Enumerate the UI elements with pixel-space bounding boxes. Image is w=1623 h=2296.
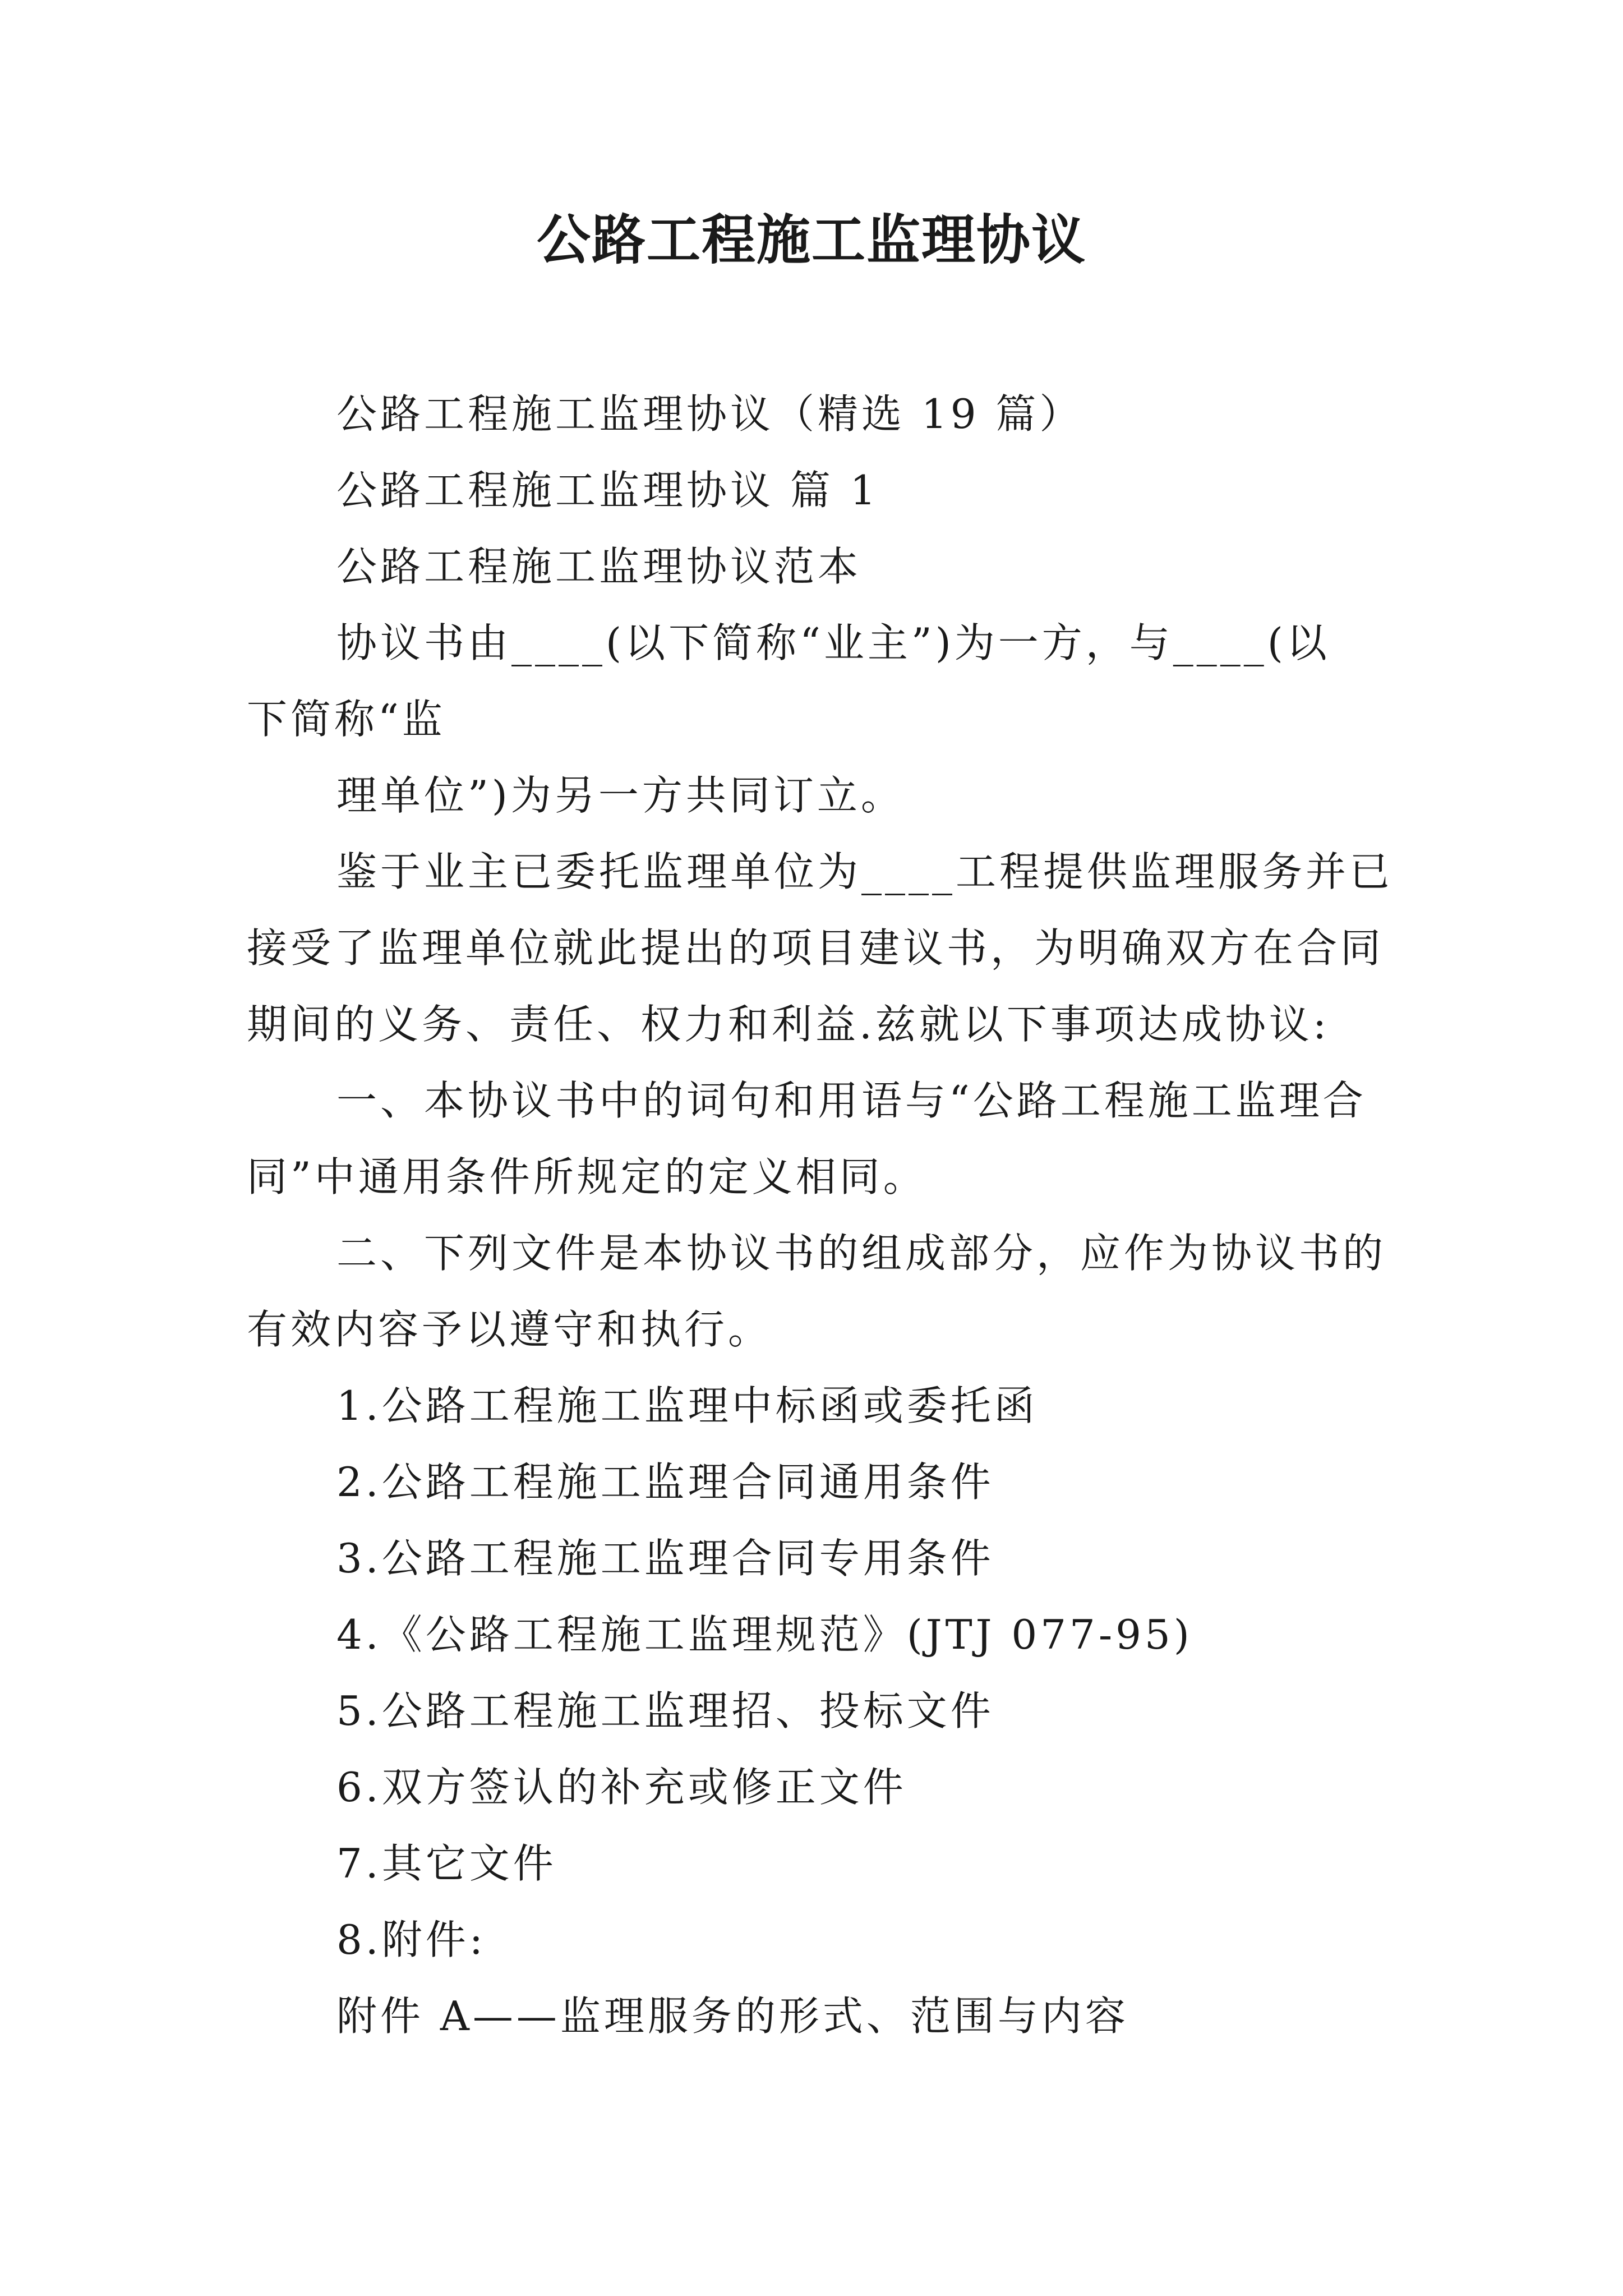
list-item: 3.公路工程施工监理合同专用条件 <box>336 1535 994 1582</box>
document-title: 公路工程施工监理协议 <box>537 208 1086 272</box>
paragraph-line: 下简称“监 <box>247 696 446 743</box>
list-item: 6.双方签认的补充或修正文件 <box>336 1764 907 1811</box>
paragraph-line: 鉴于业主已委托监理单位为____工程提供监理服务并已 <box>336 848 1394 895</box>
list-item: 4.《公路工程施工监理规范》(JTJ 077-95) <box>336 1611 1193 1658</box>
paragraph-line: 理单位”)为另一方共同订立。 <box>336 772 905 819</box>
paragraph-line: 同”中通用条件所规定的定义相同。 <box>247 1153 927 1200</box>
collection-heading: 公路工程施工监理协议（精选 19 篇） <box>336 390 1083 438</box>
list-item: 2.公路工程施工监理合同通用条件 <box>336 1458 994 1506</box>
paragraph-line: 二、下列文件是本协议书的组成部分，应作为协议书的 <box>336 1230 1387 1277</box>
paragraph-line: 一、本协议书中的词句和用语与“公路工程施工监理合 <box>336 1077 1367 1124</box>
list-item: 8.附件: <box>336 1916 486 1963</box>
paragraph-line: 协议书由____(以下简称“业主”)为一方，与____(以 <box>336 619 1330 666</box>
paragraph-line: 接受了监理单位就此提出的项目建议书，为明确双方在合同 <box>247 924 1385 972</box>
attachment-line: 附件 A——监理服务的形式、范围与内容 <box>336 1993 1129 2040</box>
paragraph-line: 期间的义务、责任、权力和利益.兹就以下事项达成协议: <box>247 1001 1330 1048</box>
template-heading: 公路工程施工监理协议范本 <box>336 543 862 590</box>
list-item: 7.其它文件 <box>336 1840 557 1887</box>
list-item: 5.公路工程施工监理招、投标文件 <box>336 1687 994 1734</box>
list-item: 1.公路工程施工监理中标函或委托函 <box>336 1382 1038 1429</box>
section-heading: 公路工程施工监理协议 篇 1 <box>336 467 879 514</box>
paragraph-line: 有效内容予以遵守和执行。 <box>247 1306 772 1353</box>
